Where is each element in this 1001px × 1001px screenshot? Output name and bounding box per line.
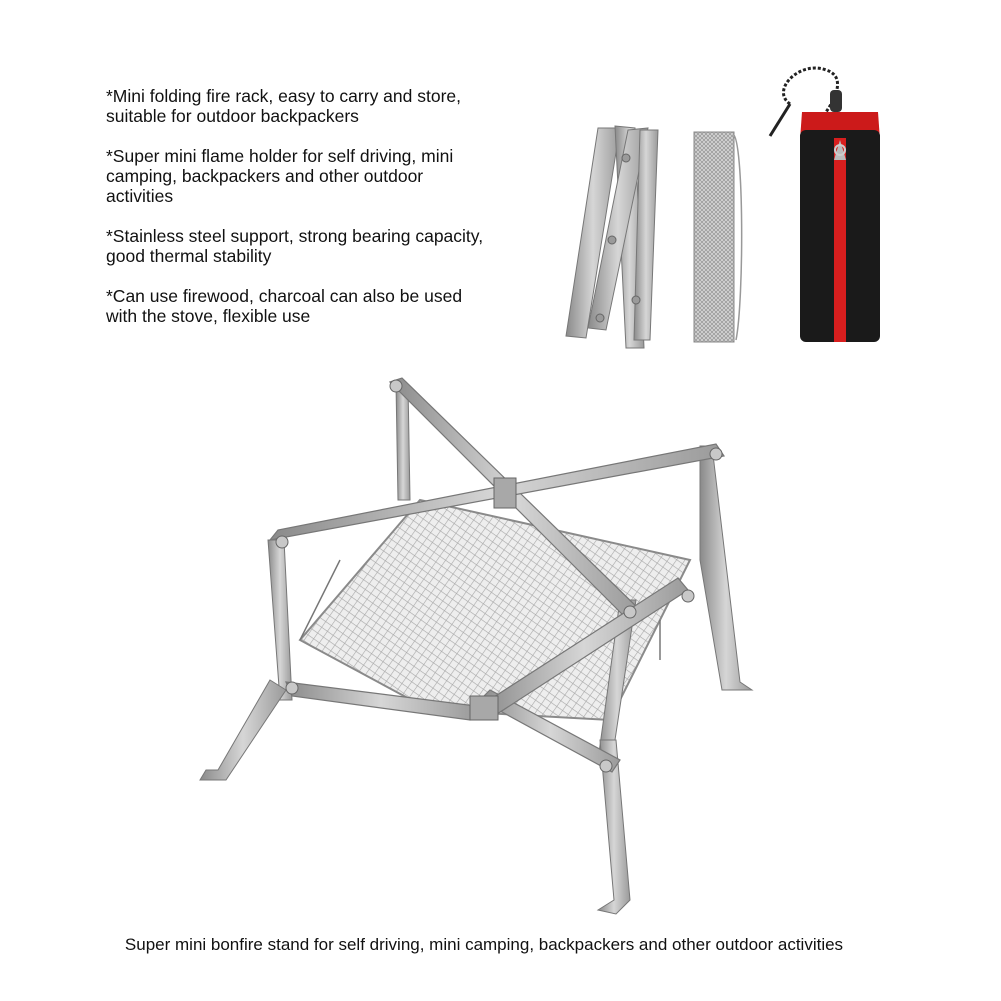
product-caption: Super mini bonfire stand for self driving, mini camping, backpackers and other outdoor activities: [124, 935, 844, 954]
rolled-mesh-image: [694, 132, 742, 342]
carry-bag-image: [770, 68, 880, 342]
fire-stand-image: [200, 378, 752, 914]
folded-rack-image: [566, 126, 658, 348]
feature-item: *Stainless steel support, strong bearing capacity, good thermal stability: [106, 226, 484, 266]
feature-item: *Super mini flame holder for self driving, mini camping, backpackers and other outdoor activities: [106, 146, 454, 206]
feature-item: *Mini folding fire rack, easy to carry and store, suitable for outdoor backpackers: [106, 86, 462, 126]
feature-item: *Can use firewood, charcoal can also be used with the stove, flexible use: [106, 286, 463, 326]
